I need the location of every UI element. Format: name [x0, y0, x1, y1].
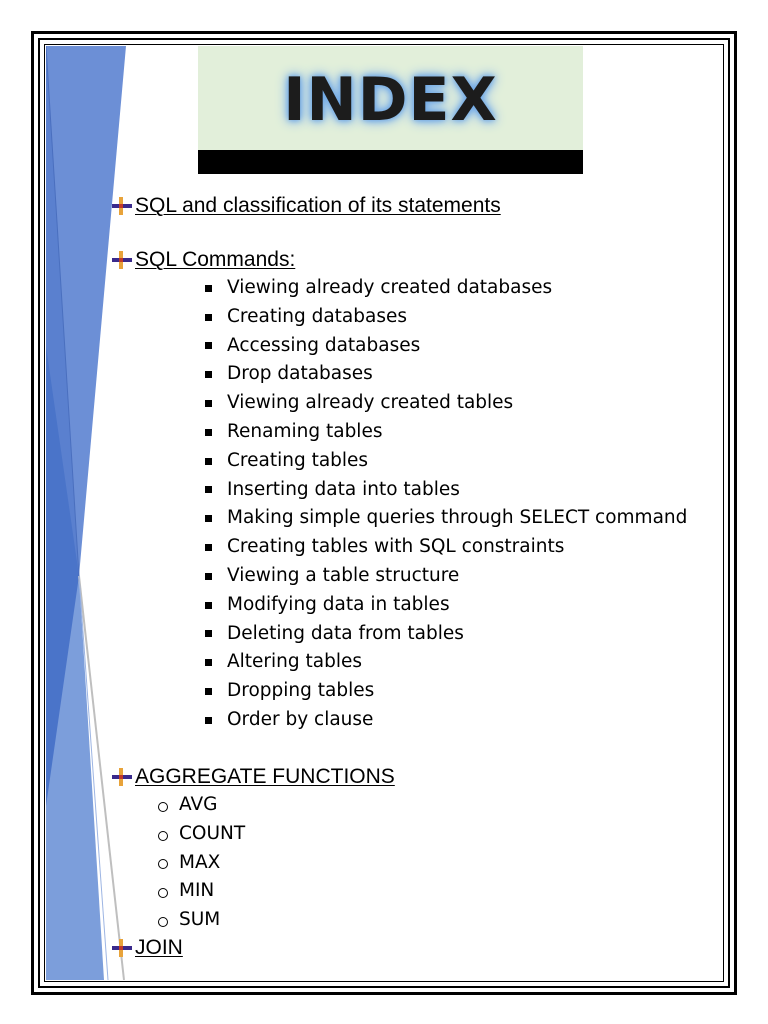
list-item: Renaming tables [205, 418, 687, 447]
title-banner [198, 46, 583, 150]
plus-bullet-icon [112, 938, 134, 958]
list-item: Drop databases [205, 360, 687, 389]
section-heading-sql-commands: SQL Commands: [112, 249, 295, 270]
list-item: Modifying data in tables [205, 591, 687, 620]
sidebar-decoration [46, 46, 146, 980]
list-item: MAX [158, 849, 245, 878]
section-heading-join: JOIN [112, 937, 183, 958]
plus-bullet-icon [112, 250, 134, 270]
section-heading-aggregate-functions: AGGREGATE FUNCTIONS [112, 766, 395, 787]
plus-bullet-icon [112, 196, 134, 216]
list-item: Creating databases [205, 303, 687, 332]
list-item: MIN [158, 877, 245, 906]
list-item: COUNT [158, 820, 245, 849]
page-title: INDEX [283, 65, 498, 135]
list-item: Dropping tables [205, 677, 687, 706]
aggregate-functions-list [158, 791, 245, 935]
plus-bullet-icon [112, 767, 134, 787]
list-item: Viewing already created tables [205, 389, 687, 418]
list-item: Creating tables with SQL constraints [205, 533, 687, 562]
sql-commands-list [205, 274, 687, 735]
list-item: SUM [158, 906, 245, 935]
list-item: Order by clause [205, 706, 687, 735]
list-item: Deleting data from tables [205, 620, 687, 649]
list-item: Accessing databases [205, 332, 687, 361]
section-heading-sql-classification: SQL and classification of its statements [112, 195, 501, 216]
list-item: Inserting data into tables [205, 476, 687, 505]
list-item: Creating tables [205, 447, 687, 476]
list-item: Making simple queries through SELECT command [205, 504, 687, 533]
list-item: Altering tables [205, 648, 687, 677]
list-item: Viewing a table structure [205, 562, 687, 591]
list-item: Viewing already created databases [205, 274, 687, 303]
list-item: AVG [158, 791, 245, 820]
title-underline-bar [198, 150, 583, 174]
